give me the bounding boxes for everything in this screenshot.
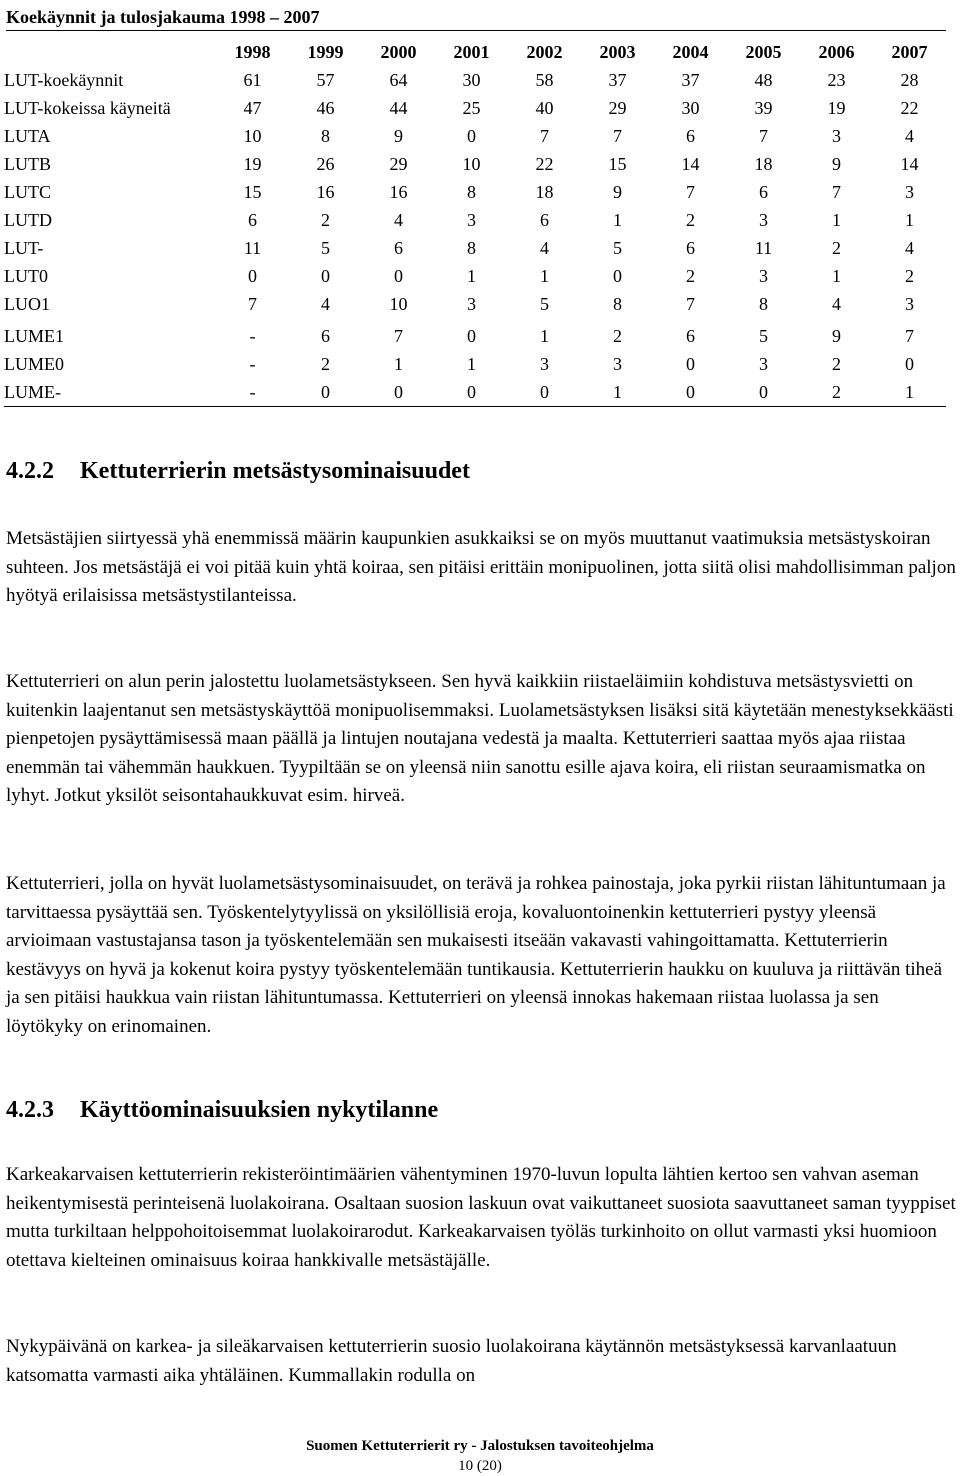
- table-cell: 1: [467, 354, 476, 374]
- table-cell: 2: [613, 326, 622, 346]
- table-cell: 40: [535, 98, 554, 118]
- table-row: [4, 94, 946, 122]
- year-header: 2004: [672, 42, 709, 62]
- table-cell: 0: [759, 382, 768, 402]
- section-title: Käyttöominaisuuksien nykytilanne: [80, 1097, 439, 1123]
- paragraph: Metsästäjien siirtyessä yhä enemmissä määrin kaupunkien asukkaiksi se on myös muuttanut vaatimuksia metsästyskoiran suhteen. Jos metsästäjä ei voi pitää kuin yhtä koiraa, sen pitäisi erittäin monipuolinen, jotta siitä olisi mahdollisimman paljon hyötyä erilaisissa metsästystilanteissa.: [6, 528, 956, 607]
- section-number: 4.2.3: [6, 1097, 54, 1123]
- table-cell: 1: [832, 210, 841, 230]
- year-header: 2007: [891, 42, 928, 62]
- table-cell: 0: [321, 382, 330, 402]
- table-cell: 6: [540, 210, 549, 230]
- table-cell: 22: [535, 154, 554, 174]
- table-cell: 15: [243, 182, 262, 202]
- section-heading-4-2-2: [6, 455, 470, 487]
- table-cell: 2: [832, 238, 841, 258]
- table-cell: 3: [467, 210, 476, 230]
- table-cell: 0: [686, 382, 695, 402]
- table-cell: 0: [540, 382, 549, 402]
- table-row: [4, 150, 946, 178]
- table-cell: 3: [759, 266, 768, 286]
- table-cell: 1: [613, 382, 622, 402]
- table-cell: 10: [462, 154, 481, 174]
- table-cell: 26: [316, 154, 335, 174]
- results-table: [4, 38, 946, 407]
- section-title: Kettuterrierin metsästysominaisuudet: [80, 458, 470, 484]
- year-header: 2006: [818, 42, 855, 62]
- table-row: [4, 378, 946, 407]
- paragraph: Kettuterrieri, jolla on hyvät luolametsästysominaisuudet, on terävä ja rohkea painostaja, joka pyrkii riistan lähituntumaan ja tarvittaessa pysäyttää sen. Työskentelytyylissä on yksilöllisiä eroja, kovaluontoinenkin kettuterrieri pystyy yleensä arvioimaan vastustajansa tason ja työskentelemään sen mukaisesti itseään vakavasti vahingoittamatta. Kettuterrierin kestävyys on hyvä ja kokenut koira pystyy työskentelemään tuntikausia. Kettuterrierin haukku on kuuluva ja riittävän tiheä ja sen pitäisi haukkua vain riistan lähituntumassa. Kettuterrieri on yleensä innokas hakemaan riistaa luolassa ja sen löytökyky on erinomainen.: [6, 873, 946, 1037]
- table-cell: 44: [389, 98, 408, 118]
- table-cell: 3: [905, 182, 914, 202]
- paragraph: Nykypäivänä on karkea- ja sileäkarvaisen kettuterrierin suosio luolakoirana käytännön metsästyksessä karvanlaatuun katsomatta varmasti aika yhtäläinen. Kummallakin rodulla on: [6, 1336, 897, 1386]
- table-cell: 4: [905, 238, 914, 258]
- table-cell: 14: [900, 154, 919, 174]
- table-cell: -: [249, 354, 256, 374]
- section-heading-4-2-3: [6, 1094, 438, 1126]
- table-cell: 5: [321, 238, 330, 258]
- row-label: LUT-kokeissa käyneitä: [4, 98, 171, 118]
- table-cell: 7: [686, 294, 695, 314]
- footer-page-number: 10 (20): [458, 1458, 502, 1474]
- row-label: LUTB: [4, 154, 51, 174]
- table-cell: 8: [467, 182, 476, 202]
- table-cell: 4: [321, 294, 330, 314]
- table-cell: 5: [613, 238, 622, 258]
- table-header-row: [4, 38, 946, 66]
- table-cell: 48: [754, 70, 773, 90]
- year-header: 1998: [234, 42, 271, 62]
- row-label: LUME0: [4, 354, 64, 374]
- row-label: LUO1: [4, 294, 50, 314]
- table-cell: 3: [905, 294, 914, 314]
- table-cell: 1: [540, 266, 549, 286]
- table-cell: 0: [394, 266, 403, 286]
- table-cell: 58: [535, 70, 554, 90]
- table-cell: 16: [316, 182, 335, 202]
- table-cell: 1: [467, 266, 476, 286]
- year-header: 2001: [453, 42, 490, 62]
- table-cell: 64: [389, 70, 408, 90]
- table-cell: 28: [900, 70, 919, 90]
- table-cell: -: [249, 326, 256, 346]
- table-cell: 4: [394, 210, 403, 230]
- table-cell: 7: [686, 182, 695, 202]
- table-cell: 19: [243, 154, 262, 174]
- row-label: LUTC: [4, 182, 51, 202]
- table-cell: 2: [321, 210, 330, 230]
- table-cell: 37: [681, 70, 700, 90]
- table-cell: 46: [316, 98, 335, 118]
- table-cell: 18: [535, 182, 554, 202]
- table-cell: 2: [686, 266, 695, 286]
- table-cell: 10: [389, 294, 408, 314]
- table-cell: 29: [389, 154, 408, 174]
- table-cell: 22: [900, 98, 919, 118]
- table-cell: 8: [759, 294, 768, 314]
- table-cell: 18: [754, 154, 773, 174]
- year-header: 2000: [380, 42, 417, 62]
- year-header: 1999: [307, 42, 344, 62]
- table-cell: 6: [321, 326, 330, 346]
- table-cell: 3: [832, 126, 841, 146]
- table-cell: 7: [613, 126, 622, 146]
- table-cell: 6: [248, 210, 257, 230]
- table-cell: 25: [462, 98, 481, 118]
- table-cell: 6: [686, 126, 695, 146]
- table-row: [4, 122, 946, 150]
- table-cell: 9: [832, 326, 841, 346]
- table-cell: 1: [905, 382, 914, 402]
- row-label: LUTD: [4, 210, 52, 230]
- table-cell: 11: [243, 238, 262, 258]
- table-cell: 4: [540, 238, 549, 258]
- table-cell: 8: [613, 294, 622, 314]
- table-cell: 11: [754, 238, 773, 258]
- table-row: [4, 262, 946, 290]
- table-cell: 30: [462, 70, 481, 90]
- table-cell: 7: [248, 294, 257, 314]
- table-cell: 29: [608, 98, 627, 118]
- table-row: [4, 318, 946, 350]
- table-cell: 37: [608, 70, 627, 90]
- table-cell: 5: [759, 326, 768, 346]
- paragraph: Karkeakarvaisen kettuterrierin rekisteröintimäärien vähentyminen 1970-luvun lopulta lähtien kertoo sen vahvan aseman heikentymisestä perinteisenä luolakoirana. Osaltaan suosion laskuun ovat vaikuttaneet suosiota saavuttaneet saman tyyppiset mutta turkiltaan helppohoitoisemmat luolakoirarodut. Karkeakarvaisen työläs turkinhoito on ollut varmasti yksi huomioon otettava kielteinen ominaisuus koiraa hankkivalle metsästäjälle.: [6, 1164, 956, 1271]
- table-cell: 10: [243, 126, 262, 146]
- row-label: LUT0: [4, 266, 48, 286]
- table-cell: 6: [394, 238, 403, 258]
- row-label: LUT-: [4, 238, 44, 258]
- table-cell: 8: [321, 126, 330, 146]
- table-body: [4, 66, 946, 407]
- table-cell: 14: [681, 154, 700, 174]
- table-cell: 39: [754, 98, 773, 118]
- row-label: LUME-: [4, 382, 61, 402]
- table-cell: 61: [243, 70, 262, 90]
- table-cell: 6: [759, 182, 768, 202]
- table-cell: 23: [827, 70, 846, 90]
- table-cell: 7: [540, 126, 549, 146]
- table-cell: 0: [467, 382, 476, 402]
- paragraph: Kettuterrieri on alun perin jalostettu luolametsästykseen. Sen hyvä kaikkiin riistaeläimiin kohdistuva metsästysvietti on kuitenkin laajentanut sen metsästyskäyttöä monipuolisemmaksi. Luolametsästyksen lisäksi sitä käytetään menestyksekkäästi pienpetojen pysäyttämisessä maan päällä ja lintujen noutajana vedestä ja maalta. Kettuterrieri saattaa myös ajaa riistaa enemmän tai vähemmän haukkuen. Tyypiltään se on yleensä niin sanottu esille ajava koira, eli riistan seuraamismatka on lyhyt. Jotkut yksilöt seisontahaukkuvat esim. hirveä.: [6, 671, 954, 807]
- table-cell: 3: [540, 354, 549, 374]
- table-cell: 9: [832, 154, 841, 174]
- table-cell: 2: [832, 354, 841, 374]
- table-cell: 0: [248, 266, 257, 286]
- table-cell: -: [249, 382, 256, 402]
- row-label: LUME1: [4, 326, 64, 346]
- table-cell: 1: [394, 354, 403, 374]
- table-cell: 1: [613, 210, 622, 230]
- table-cell: 4: [905, 126, 914, 146]
- section-number: 4.2.2: [6, 458, 54, 484]
- year-header: 2005: [745, 42, 782, 62]
- table-cell: 7: [394, 326, 403, 346]
- table-cell: 6: [686, 238, 695, 258]
- table-cell: 6: [686, 326, 695, 346]
- table-cell: 4: [832, 294, 841, 314]
- table-row: [4, 178, 946, 206]
- table-cell: 47: [243, 98, 262, 118]
- table-cell: 7: [832, 182, 841, 202]
- table-cell: 1: [832, 266, 841, 286]
- table-cell: 0: [613, 266, 622, 286]
- table-cell: 9: [394, 126, 403, 146]
- year-header: 2002: [526, 42, 563, 62]
- table-cell: 57: [316, 70, 335, 90]
- table-cell: 1: [905, 210, 914, 230]
- table-cell: 9: [613, 182, 622, 202]
- table-cell: 0: [905, 354, 914, 374]
- table-row: [4, 350, 946, 378]
- year-header: 2003: [599, 42, 636, 62]
- table-cell: 16: [389, 182, 408, 202]
- table-cell: 3: [467, 294, 476, 314]
- footer-publisher: Suomen Kettuterrierit ry - Jalostuksen tavoiteohjelma: [306, 1438, 654, 1454]
- table-cell: 3: [759, 354, 768, 374]
- table-cell: 0: [467, 326, 476, 346]
- table-row: [4, 234, 946, 262]
- row-label: LUTA: [4, 126, 51, 146]
- table-corner-cell: [4, 38, 216, 66]
- table-cell: 8: [467, 238, 476, 258]
- table-cell: 2: [905, 266, 914, 286]
- table-cell: 0: [467, 126, 476, 146]
- row-label: LUT-koekäynnit: [4, 70, 124, 90]
- table-row: [4, 66, 946, 94]
- table-cell: 30: [681, 98, 700, 118]
- table-cell: 7: [759, 126, 768, 146]
- table-cell: 19: [827, 98, 846, 118]
- table-cell: 1: [540, 326, 549, 346]
- table-cell: 15: [608, 154, 627, 174]
- table-cell: 2: [686, 210, 695, 230]
- table-cell: 0: [686, 354, 695, 374]
- table-cell: 5: [540, 294, 549, 314]
- table-cell: 0: [321, 266, 330, 286]
- table-cell: 2: [321, 354, 330, 374]
- table-row: [4, 290, 946, 318]
- table-cell: 2: [832, 382, 841, 402]
- table-cell: 0: [394, 382, 403, 402]
- table-cell: 3: [613, 354, 622, 374]
- table-cell: 3: [759, 210, 768, 230]
- table-row: [4, 206, 946, 234]
- table-cell: 7: [905, 326, 914, 346]
- table-title: Koekäynnit ja tulosjakauma 1998 – 2007: [6, 3, 946, 31]
